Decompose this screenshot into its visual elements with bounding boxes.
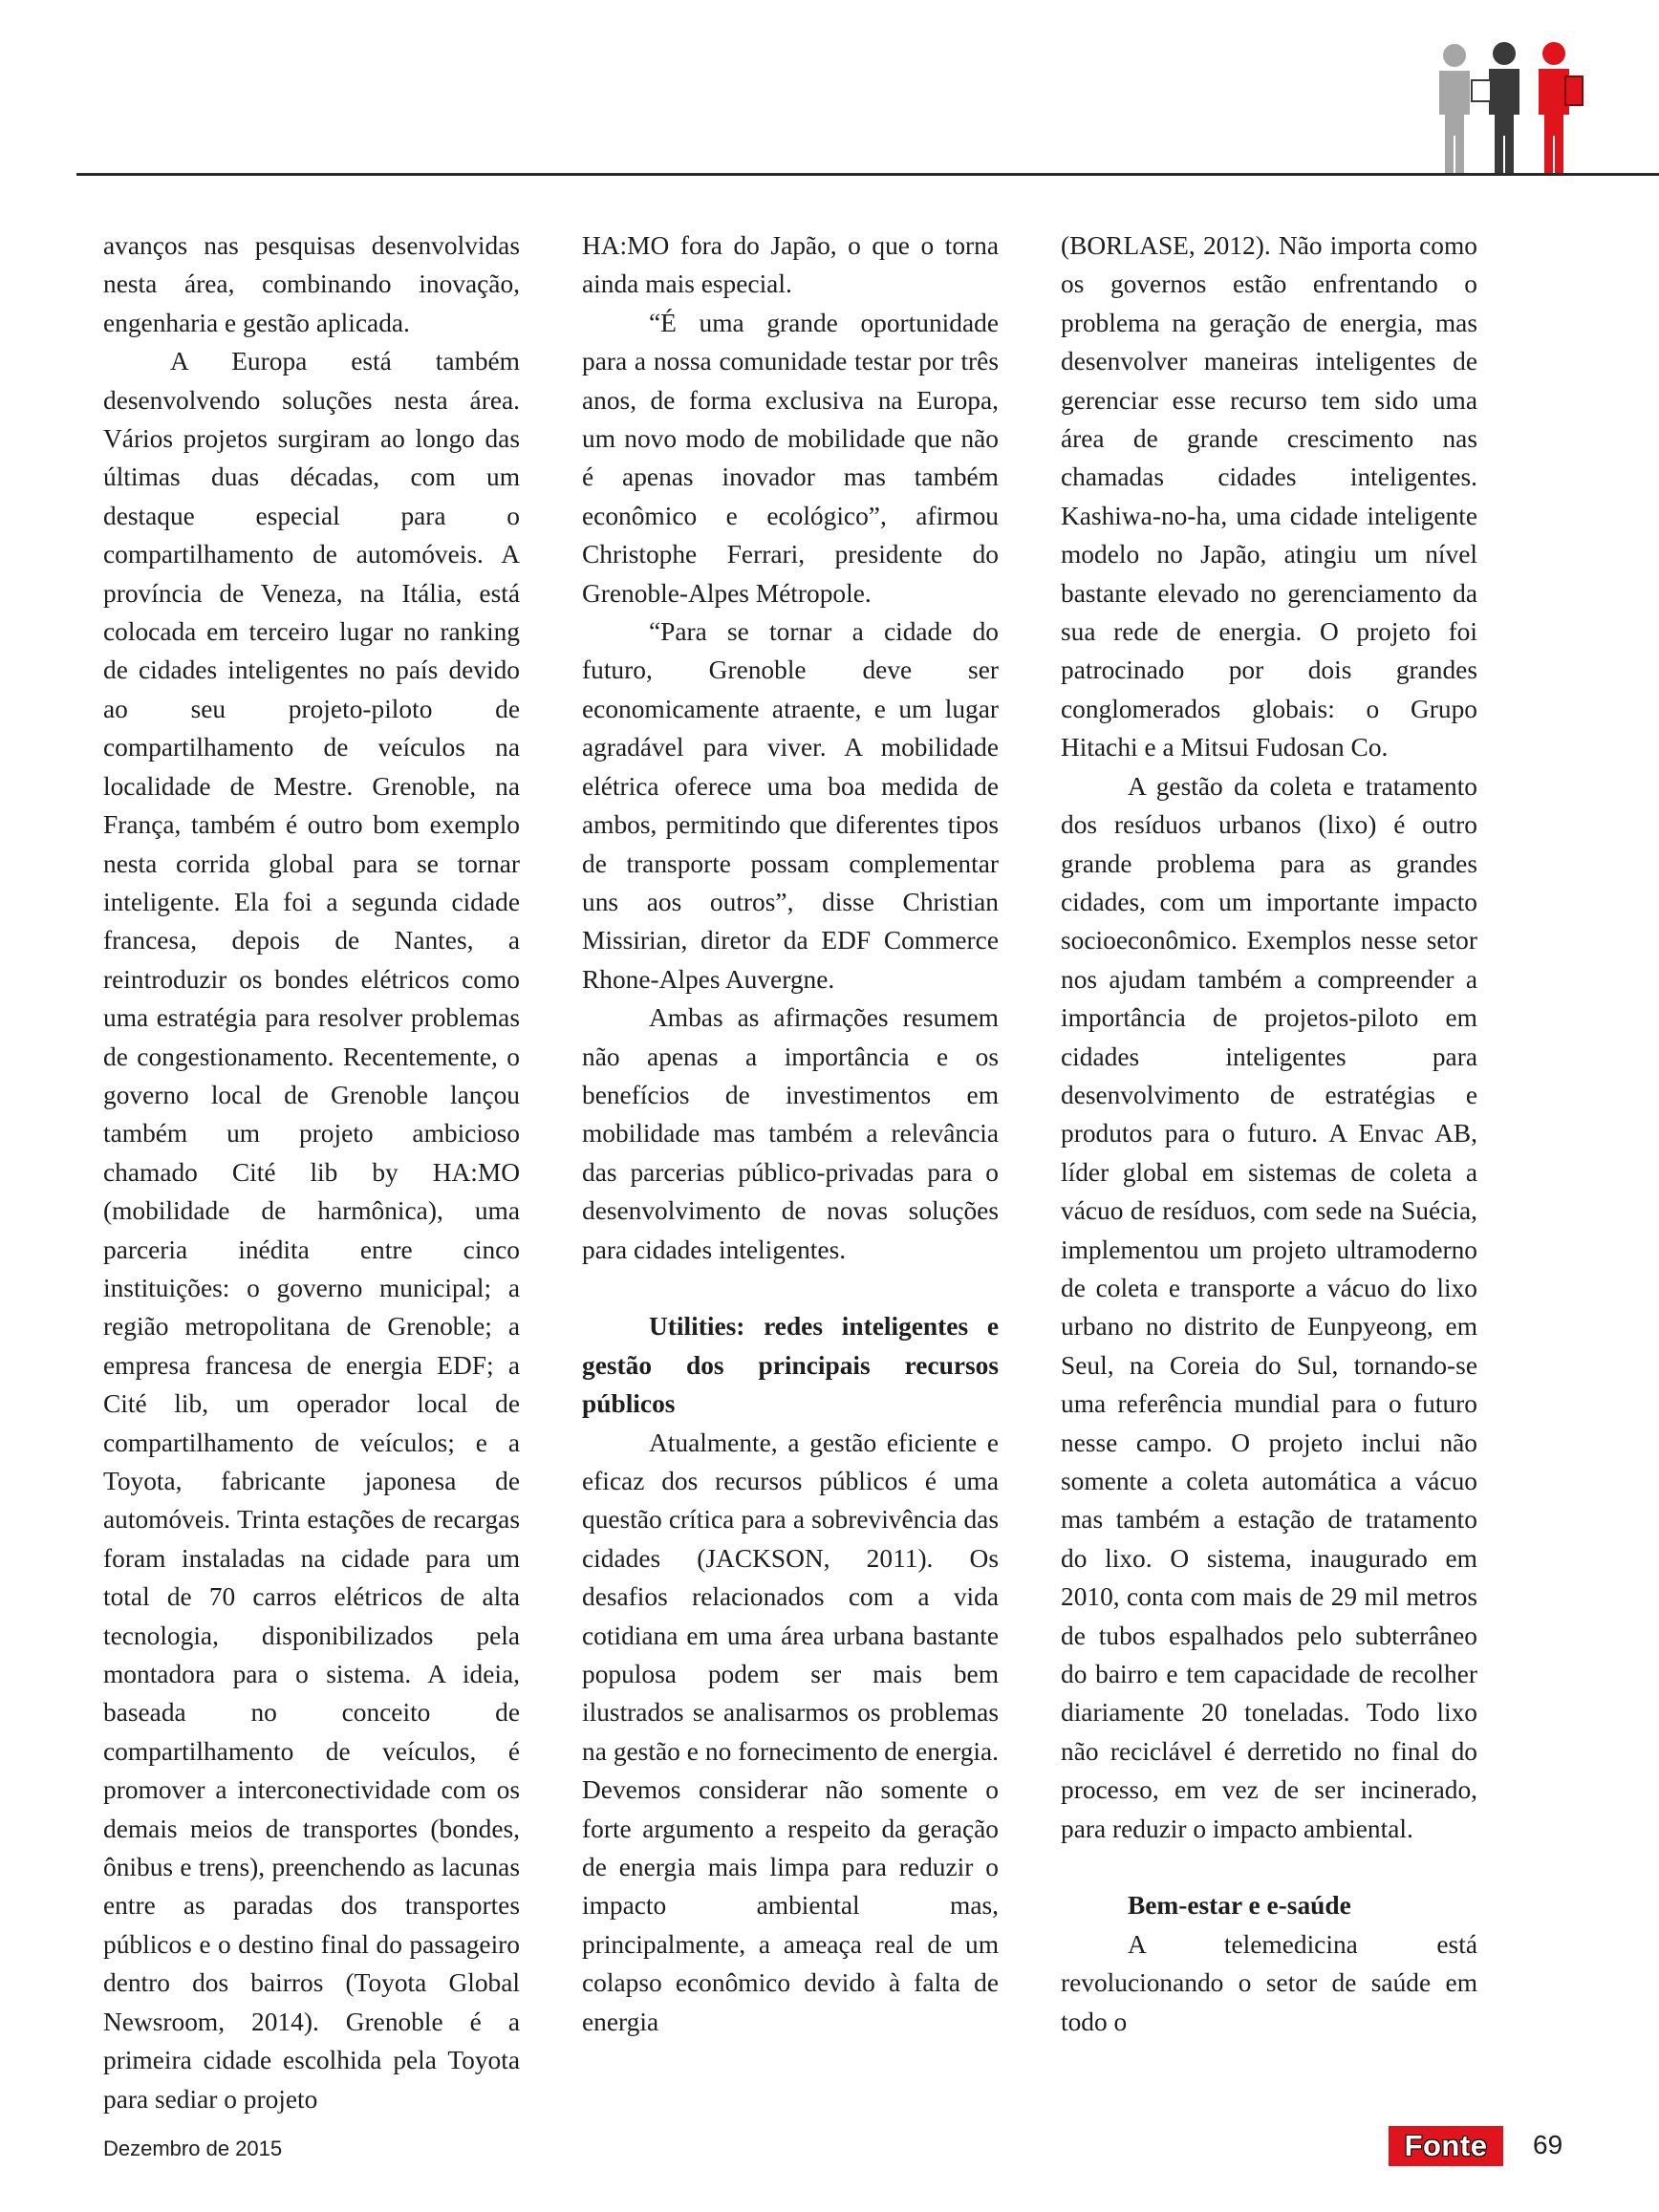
paragraph: Atualmente, a gestão eficiente e eficaz dos recursos públicos é uma questão crítica para a sobrevivência das cidades (JACKSON, 2011). Os desafios relacionados com a vida cotidiana em uma área urbana bastante populosa podem ser mais bem ilustrados se analisarmos os problemas na gestão e no fornecimento de energia. Devemos considerar não somente o forte argumento a respeito da geração de energia mais limpa para reduzir o impacto ambiental mas, principalmente, a ameaça real de um colapso econômico devido à falta de energia xyxy=(582,1428,999,2036)
header-rule xyxy=(76,173,1659,176)
paragraph: “É uma grande oportunidade para a nossa comunidade testar por três anos, de forma exclusiva na Europa, um novo modo de mobilidade que não é apenas inovador mas também econômico e ecológico”, afirmou Christophe Ferrari, presidente do Grenoble-Alpes Métropole. xyxy=(582,308,999,608)
paragraph: Ambas as afirmações resumem não apenas a importância e os benefícios de investimentos em mobilidade mas também a relevância das parcerias público-privadas para o desenvolvimento de novas soluções para cidades inteligentes. xyxy=(582,1003,999,1264)
paragraph: HA:MO fora do Japão, o que o torna ainda mais especial. xyxy=(582,231,999,299)
text-column-2 xyxy=(582,226,999,2041)
section-heading: Bem-estar e e-saúde xyxy=(1128,1891,1351,1921)
paragraph-spacer xyxy=(1061,1848,1477,1886)
paragraph: (BORLASE, 2012). Não importa como os governos estão enfrentando o problema na geração de energia, mas desenvolver maneiras inteligentes de gerenciar esse recurso tem sido uma área de grande crescimento nas chamadas cidades inteligentes. Kashiwa-no-ha, uma cidade inteligente modelo no Japão, atingiu um nível bastante elevado no gerenciamento da sua rede de energia. O projeto foi patrocinado por dois grandes conglomerados globais: o Grupo Hitachi e a Mitsui Fudosan Co. xyxy=(1061,231,1477,762)
text-column-1 xyxy=(103,226,520,2118)
text-column-3 xyxy=(1061,226,1477,2041)
paragraph: avanços nas pesquisas desenvolvidas nesta área, combinando inovação, engenharia e gestão aplicada. xyxy=(103,231,520,337)
paragraph: A Europa está também desenvolvendo soluções nesta área. Vários projetos surgiram ao longo das últimas duas décadas, com um destaque especial para o compartilhamento de automóveis. A província de Veneza, na Itália, está colocada em terceiro lugar no ranking de cidades inteligentes no país devido ao seu projeto-piloto de compartilhamento de veículos na localidade de Mestre. Grenoble, na França, também é outro bom exemplo nesta corrida global para se tornar inteligente. Ela foi a segunda cidade francesa, depois de Nantes, a reintroduzir os bondes elétricos como uma estratégia para resolver problemas de congestionamento. Recentemente, o governo local de Grenoble lançou também um projeto ambicioso chamado Cité lib by HA:MO (mobilidade de harmônica), uma parceria inédita entre cinco instituições: o governo municipal; a região metropolitana de Grenoble; a empresa francesa de energia EDF; a Cité lib, um operador local de compartilhamento de veículos; e a Toyota, fabricante japonesa de automóveis. Trinta estações de recargas foram instaladas na cidade para um total de 70 carros elétricos de alta tecnologia, disponibilizados pela montadora para o sistema. A ideia, baseada no conceito de compartilhamento de veículos, é promover a interconectividade com os demais meios de transportes (bondes, ônibus e trens), preenchendo as lacunas entre as paradas dos transportes públicos e o destino final do passageiro dentro dos bairros (Toyota Global Newsroom, 2014). Grenoble é a primeira cidade escolhida pela Toyota para sediar o projeto xyxy=(103,347,520,2114)
page-number: 69 xyxy=(1533,2130,1563,2159)
paragraph: A telemedicina está revolucionando o setor de saúde em todo o xyxy=(1061,1929,1477,2036)
issue-date: Dezembro de 2015 xyxy=(103,2137,283,2160)
magazine-logo: Fonte xyxy=(1389,2126,1503,2166)
three-people-figures-icon xyxy=(1422,42,1586,176)
paragraph-spacer xyxy=(582,1269,999,1307)
section-heading: Utilities: redes inteligentes e gestão dos principais recursos públicos xyxy=(582,1312,999,1419)
paragraph: A gestão da coleta e tratamento dos resíduos urbanos (lixo) é outro grande problema para as grandes cidades, com um importante impacto socioeconômico. Exemplos nesse setor nos ajudam também a compreender a importância de projetos-piloto em cidades inteligentes para desenvolvimento de estratégias e produtos para o futuro. A Envac AB, líder global em sistemas de coleta a vácuo de resíduos, com sede na Suécia, implementou um projeto ultramoderno de coleta e transporte a vácuo do lixo urbano no distrito de Eunpyeong, em Seul, na Coreia do Sul, tornando-se uma referência mundial para o futuro nesse campo. O projeto inclui não somente a coleta automática a vácuo mas também a estação de tratamento do lixo. O sistema, inaugurado em 2010, conta com mais de 29 mil metros de tubos espalhados pelo subterrâneo do bairro e tem capacidade de recolher diariamente 20 toneladas. Todo lixo não reciclável é derretido no final do processo, em vez de ser incinerado, para reduzir o impacto ambiental. xyxy=(1061,771,1477,1843)
paragraph: “Para se tornar a cidade do futuro, Grenoble deve ser economicamente atraente, e um lugar agradável para viver. A mobilidade elétrica oferece uma boa medida de ambos, permitindo que diferentes tipos de transporte possam complementar uns aos outros”, disse Christian Missirian, diretor da EDF Commerce Rhone-Alpes Auvergne. xyxy=(582,617,999,994)
